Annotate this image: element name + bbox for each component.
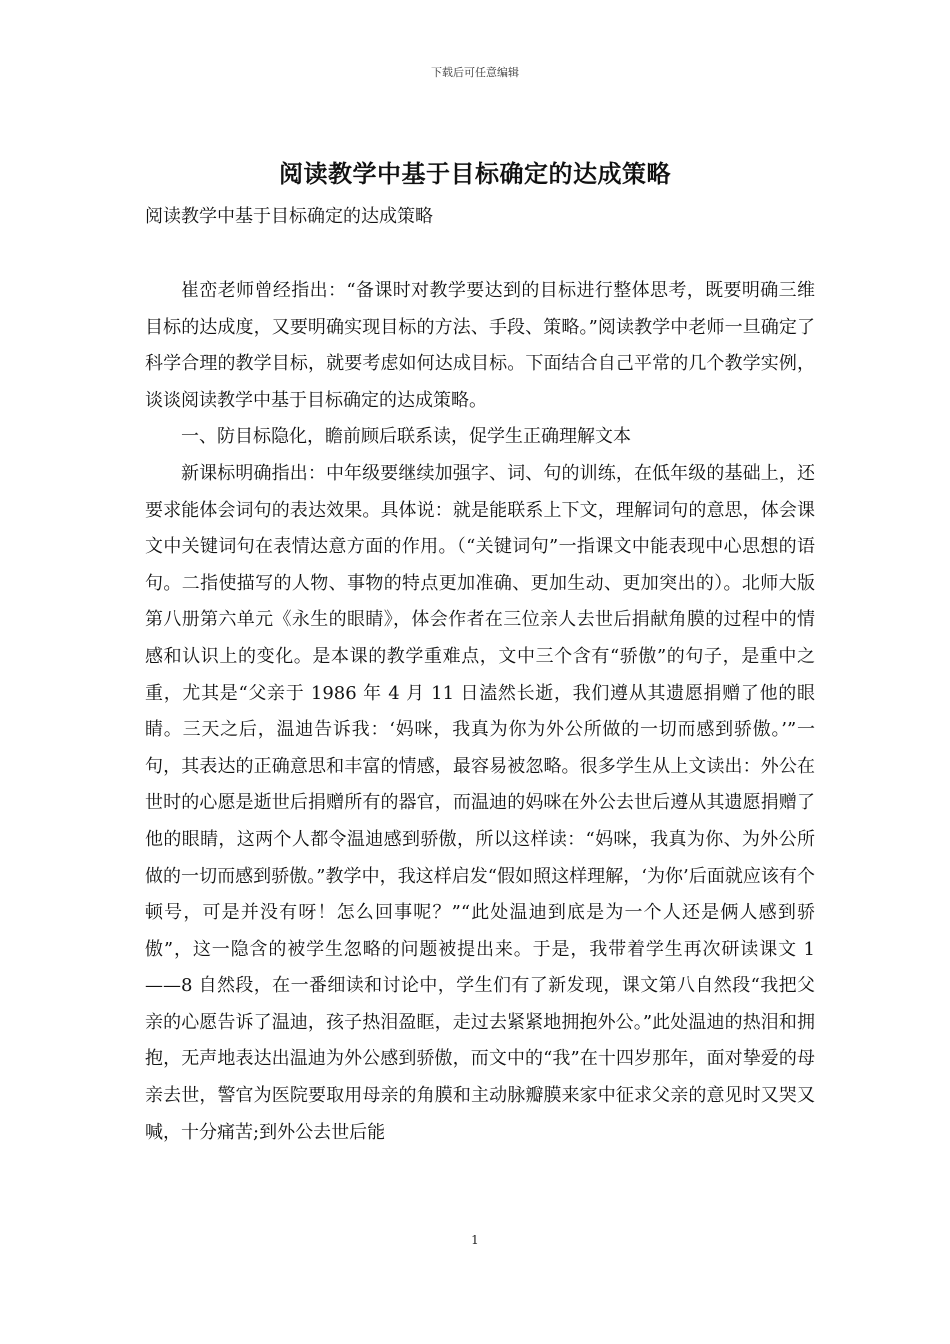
document-subtitle: 阅读教学中基于目标确定的达成策略 bbox=[145, 206, 433, 227]
page-number: 1 bbox=[471, 1233, 479, 1247]
page-header-note: 下载后可任意编辑 bbox=[431, 66, 519, 79]
section-heading-1: 一、防目标隐化，瞻前顾后联系读，促学生正确理解文本 bbox=[181, 426, 631, 448]
paragraph-intro: 崔峦老师曾经指出：“备课时对教学要达到的目标进行整体思考，既要明确三维目标的达成度，又要明确实现目标的方法、手段、策略。”阅读教学中老师一旦确定了科学合理的教学目标，就要考虑如何达成目标。下面结合自己平常的几个教学实例，谈谈阅读教学中基于目标确定的达成策略。 bbox=[145, 280, 815, 411]
document-title: 阅读教学中基于目标确定的达成策略 bbox=[279, 159, 671, 188]
document-body bbox=[145, 273, 815, 1151]
paragraph-section-1: 新课标明确指出：中年级要继续加强字、词、句的训练，在低年级的基础上，还要求能体会词句的表达效果。具体说：就是能联系上下文，理解词句的意思，体会课文中关键词句在表情达意方面的作用。（“关键词句”一指课文中能表现中心思想的语句。二指使描写的人物、事物的特点更加准确、更加生动、更加突出的）。北师大版第八册第六单元《永生的眼睛》，体会作者在三位亲人去世后捐献角膜的过程中的情感和认识上的变化。是本课的教学重难点，文中三个含有“骄傲”的句子，是重中之重，尤其是“父亲于 1986 年 4 月 11 日溘然长逝，我们遵从其遗愿捐赠了他的眼睛。三天之后，温迪告诉我：‘妈咪，我真为你为外公所做的一切而感到骄傲。’”一句，其表达的正确意思和丰富的情感，最容易被忽略。很多学生从上文读出：外公在世时的心愿是逝世后捐赠所有的器官，而温迪的妈咪在外公去世后遵从其遗愿捐赠了他的眼睛，这两个人都令温迪感到骄傲，所以这样读：“妈咪，我真为你、为外公所做的一切而感到骄傲。”教学中，我这样启发“假如照这样理解，‘为你’后面就应该有个顿号，可是并没有呀！怎么回事呢？”“此处温迪到底是为一个人还是俩人感到骄傲”，这一隐含的被学生忽略的问题被提出来。于是，我带着学生再次研读课文 1——8 自然段，在一番细读和讨论中，学生们有了新发现，课文第八自然段“我把父亲的心愿告诉了温迪，孩子热泪盈眶，走过去紧紧地拥抱外公。”此处温迪的热泪和拥抱，无声地表达出温迪为外公感到骄傲，而文中的“我”在十四岁那年，面对挚爱的母亲去世，警官为医院要取用母亲的角膜和主动脉瓣膜来家中征求父亲的意见时又哭又喊，十分痛苦;到外公去世后能 bbox=[145, 462, 815, 1143]
